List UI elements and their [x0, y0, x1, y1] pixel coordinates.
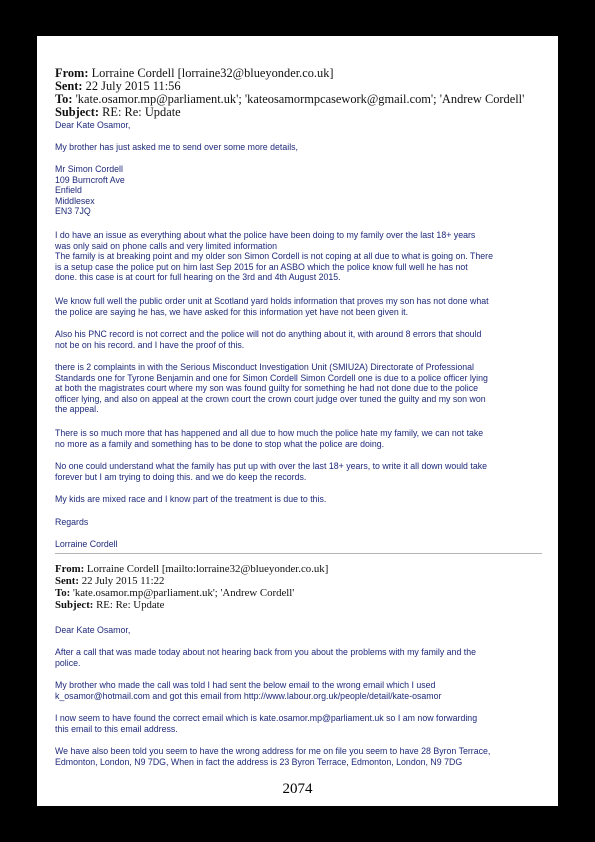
email2-paragraph-4 — [55, 746, 545, 767]
from-label: From: — [55, 66, 89, 80]
email1-paragraph-5 — [55, 362, 545, 415]
email2-sent-line — [55, 575, 164, 587]
email1-greeting: Dear Kate Osamor, — [55, 120, 131, 130]
email2-subject-line — [55, 599, 164, 611]
email2-paragraph-3 — [55, 713, 545, 734]
to-label: To: — [55, 587, 71, 599]
text-line: this email to this email address. — [55, 723, 178, 734]
from-value: Lorraine Cordell [lorraine32@blueyonder.co.uk] — [91, 66, 334, 80]
text-line: No one could understand what the family has put up with over the last 18+ years, to write it all down would take — [55, 461, 488, 471]
email1-subject-line — [55, 106, 181, 118]
text-line: There is so much more that has happened and all due to how much the police hate my family, we can not take — [55, 428, 484, 438]
text-line: done. this case is at court for full hearing on the 3rd and 4th August 2015. — [55, 272, 341, 282]
text-line: The family is at breaking point and my older son Simon Cordell is not coping at all due to what is going on. There — [55, 251, 493, 261]
text-line: We have also been told you seem to have the wrong address for me on file you seem to have 28 Byron Terrace, — [55, 746, 491, 756]
from-label: From: — [55, 563, 85, 575]
text-line: forever but I am trying to doing this. and we do keep the records. — [55, 471, 307, 482]
email1-paragraph-6 — [55, 428, 545, 449]
email2-from-line — [55, 563, 328, 575]
subject-value: RE: Re: Update — [96, 599, 165, 611]
text-line: the police are saying he has, we have asked for this information yet have not been given it. — [55, 306, 409, 317]
address-line: 109 Burncroft Ave — [55, 174, 125, 185]
to-value: 'kate.osamor.mp@parliament.uk'; 'Andrew Cordell' — [72, 587, 295, 599]
subject-value: RE: Re: Update — [102, 105, 181, 119]
email2-greeting: Dear Kate Osamor, — [55, 625, 131, 635]
text-line: Edmonton, London, N9 7DG, When in fact the address is 23 Byron Terrace, Edmonton, London, N9 7DG — [55, 756, 463, 767]
email1-to-line — [55, 93, 524, 105]
text-line: k_osamor@hotmail.com and got this email from http://www.labour.org.uk/people/detail/kate-osamor — [55, 690, 442, 701]
text-line: My brother who made the call was told I had sent the below email to the wrong email which I used — [55, 680, 436, 690]
email1-paragraph-1: My brother has just asked me to send over some more details, — [55, 142, 299, 152]
address-line: Middlesex — [55, 195, 95, 206]
from-value: Lorraine Cordell [mailto:lorraine32@blueyonder.co.uk] — [86, 563, 329, 575]
email1-paragraph-4 — [55, 329, 545, 350]
text-line: police. — [55, 657, 81, 668]
text-line: Also his PNC record is not correct and the police will not do anything about it, with around 8 errors that should — [55, 329, 482, 339]
email1-paragraph-3 — [55, 296, 545, 317]
text-line: no more as a family and something has to be done to stop what the police are doing. — [55, 438, 385, 449]
email1-paragraph-2 — [55, 230, 545, 283]
subject-label: Subject: — [55, 105, 100, 119]
sent-label: Sent: — [55, 79, 83, 93]
email2-to-line — [55, 587, 294, 599]
page-number: 2074 — [282, 781, 313, 797]
text-line: at both the magistrates court where my son was found guilty for something he had not done due to the police — [55, 383, 478, 393]
text-line: We know full well the public order unit at Scotland yard holds information that proves my son has not done what — [55, 296, 489, 306]
address-line: Enfield — [55, 185, 82, 195]
text-line: not be on his record. and I have the proof of this. — [55, 339, 245, 350]
text-line: Standards one for Tyrone Benjamin and one for Simon Cordell Simon Cordell one is due to a police officer lying — [55, 372, 488, 383]
sent-label: Sent: — [55, 575, 79, 587]
email1-closing: Regards — [55, 517, 89, 527]
to-label: To: — [55, 92, 73, 106]
email1-address — [55, 164, 545, 217]
email1-sent-line — [55, 80, 181, 92]
text-line: After a call that was made today about not hearing back from you about the problems with my family and the — [55, 647, 477, 657]
sent-value: 22 July 2015 11:56 — [85, 79, 181, 93]
email1-paragraph-8: My kids are mixed race and I know part of the treatment is due to this. — [55, 494, 327, 504]
subject-label: Subject: — [55, 599, 94, 611]
address-line: EN3 7JQ — [55, 206, 91, 216]
text-line: officer lying, and also on appeal at the crown court the crown court judge over tuned the guilty and my son won — [55, 393, 486, 404]
text-line: the appeal. — [55, 404, 99, 414]
text-line: is a setup case the police put on him last Sep 2015 for an ASBO which the police know full well he has not — [55, 261, 468, 272]
email1-from-line — [55, 67, 334, 79]
text-line: there is 2 complaints in with the Serious Misconduct Investigation Unit (SMIU2A) Directorate of Professional — [55, 362, 475, 372]
to-value: 'kate.osamor.mp@parliament.uk'; 'kateosamormpcasework@gmail.com'; 'Andrew Cordell' — [75, 92, 525, 106]
text-line: I do have an issue as everything about what the police have been doing to my family over the last 18+ years — [55, 230, 476, 240]
email-separator — [55, 553, 542, 554]
text-line: I now seem to have found the correct email which is kate.osamor.mp@parliament.uk so I am now forwarding — [55, 713, 478, 723]
email1-signature: Lorraine Cordell — [55, 539, 118, 549]
email2-paragraph-2 — [55, 680, 545, 701]
document-page — [37, 36, 558, 806]
email1-paragraph-7 — [55, 461, 545, 482]
address-line: Mr Simon Cordell — [55, 164, 123, 174]
sent-value: 22 July 2015 11:22 — [81, 575, 165, 587]
text-line: was only said on phone calls and very limited information — [55, 240, 277, 251]
email2-paragraph-1 — [55, 647, 545, 668]
